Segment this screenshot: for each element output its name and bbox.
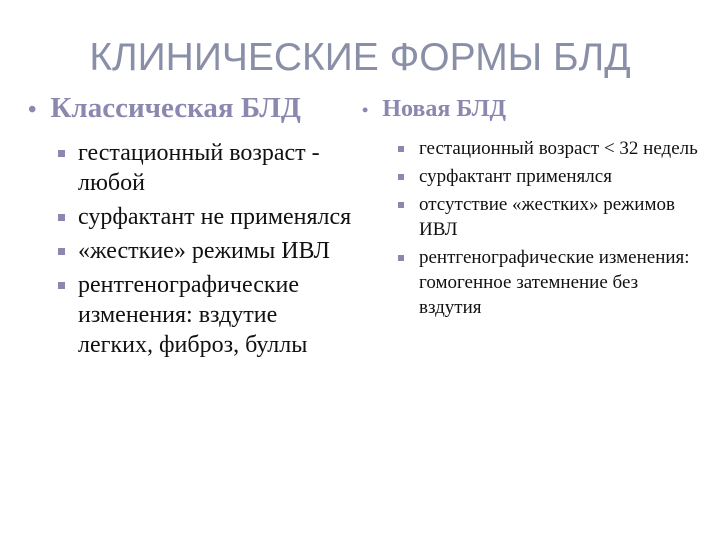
list-item xyxy=(398,164,698,189)
list-item xyxy=(58,270,358,360)
list-item xyxy=(398,245,698,320)
right-item-list xyxy=(398,136,698,323)
list-item xyxy=(58,202,358,232)
square-bullet-icon xyxy=(398,174,404,180)
list-item xyxy=(398,192,698,242)
square-bullet-icon xyxy=(398,255,404,261)
list-item-text: гестационный возраст - любой xyxy=(78,140,320,196)
slide-title: КЛИНИЧЕСКИЕ ФОРМЫ БЛД xyxy=(89,36,631,79)
list-item-text: рентгенографические изменения: гомогенное затемнение без вздутия xyxy=(419,247,690,318)
list-item-text: рентгенографические изменения: вздутие легких, фиброз, буллы xyxy=(78,272,308,358)
round-bullet-icon: • xyxy=(28,97,37,123)
list-item-text: сурфактант применялся xyxy=(419,166,612,187)
list-item xyxy=(58,236,358,266)
right-column-heading xyxy=(362,96,506,123)
left-column-heading xyxy=(28,92,301,125)
list-item-text: «жесткие» режимы ИВЛ xyxy=(78,238,330,264)
list-item-text: сурфактант не применялся xyxy=(78,204,352,230)
list-item xyxy=(58,138,358,198)
square-bullet-icon xyxy=(58,150,65,157)
list-item-text: гестационный возраст < 32 недель xyxy=(419,138,698,159)
list-item xyxy=(398,136,698,161)
square-bullet-icon xyxy=(58,214,65,221)
square-bullet-icon xyxy=(398,202,404,208)
left-heading-label: Классическая БЛД xyxy=(50,92,301,124)
left-item-list xyxy=(58,138,358,364)
square-bullet-icon xyxy=(398,146,404,152)
list-item-text: отсутствие «жестких» режимов ИВЛ xyxy=(419,194,675,240)
square-bullet-icon xyxy=(58,282,65,289)
right-heading-label: Новая БЛД xyxy=(382,96,506,122)
square-bullet-icon xyxy=(58,248,65,255)
round-bullet-icon: • xyxy=(362,100,369,120)
